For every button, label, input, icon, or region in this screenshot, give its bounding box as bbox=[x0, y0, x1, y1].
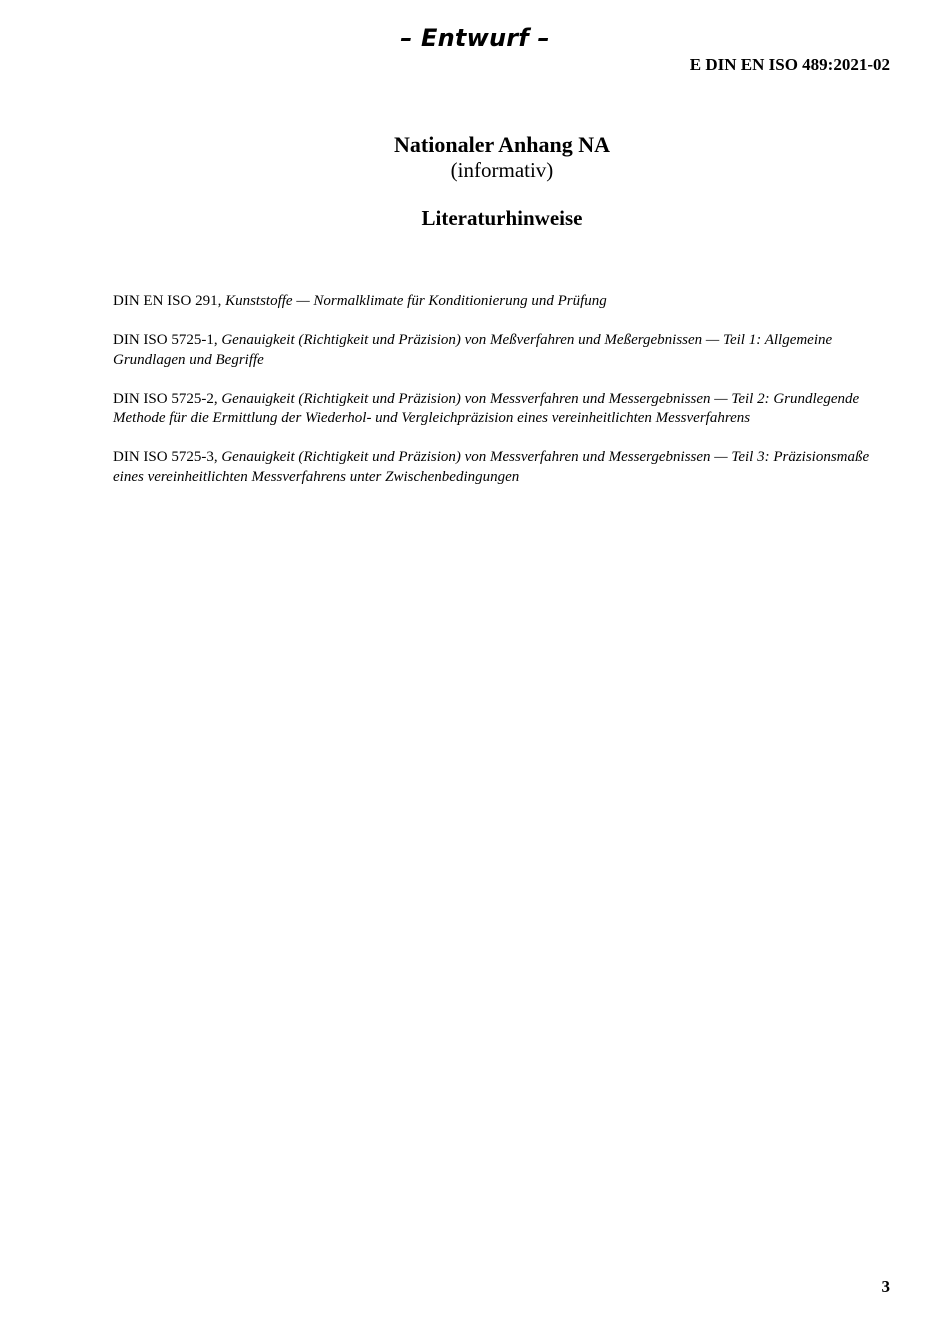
document-number: E DIN EN ISO 489:2021-02 bbox=[689, 55, 890, 74]
reference-code: DIN ISO 5725-2, bbox=[113, 390, 222, 407]
reference-title: Genauigkeit (Richtigkeit und Präzision) von Meßverfahren und Meßergebnissen — Teil 1: Allgemeine Grundlagen und Begriffe bbox=[113, 332, 833, 368]
section-title: Literaturhinweise bbox=[421, 206, 583, 230]
annex-subtitle: (informativ) bbox=[450, 158, 554, 182]
annex-title: Nationaler Anhang NA bbox=[394, 132, 610, 157]
reference-code: DIN ISO 5725-1, bbox=[113, 332, 222, 348]
reference-item bbox=[113, 292, 873, 312]
reference-list bbox=[113, 292, 873, 507]
reference-item bbox=[113, 448, 873, 487]
draft-mark: – Entwurf – bbox=[400, 24, 550, 52]
reference-title: Genauigkeit (Richtigkeit und Präzision) von Messverfahren und Messergebnissen — Teil 3: Präzisionsmaße eines vereinheitlichten Messverfahrens unter Zwischenbedingungen bbox=[113, 449, 870, 485]
reference-code: DIN ISO 5725-3, bbox=[113, 449, 222, 465]
reference-item bbox=[113, 331, 873, 370]
reference-code: DIN EN ISO 291, bbox=[113, 293, 226, 309]
reference-title: Genauigkeit (Richtigkeit und Präzision) von Messverfahren und Messergebnissen — Teil 2: Grundlegende Methode für die Ermittlung der Wiederhol- und Vergleichpräzision eines vereinheitlichten Messverfahrens bbox=[113, 390, 860, 426]
reference-item bbox=[113, 390, 873, 429]
page-number: 3 bbox=[881, 1277, 890, 1296]
reference-title: Kunststoffe — Normalklimate für Konditionierung und Prüfung bbox=[225, 293, 607, 309]
